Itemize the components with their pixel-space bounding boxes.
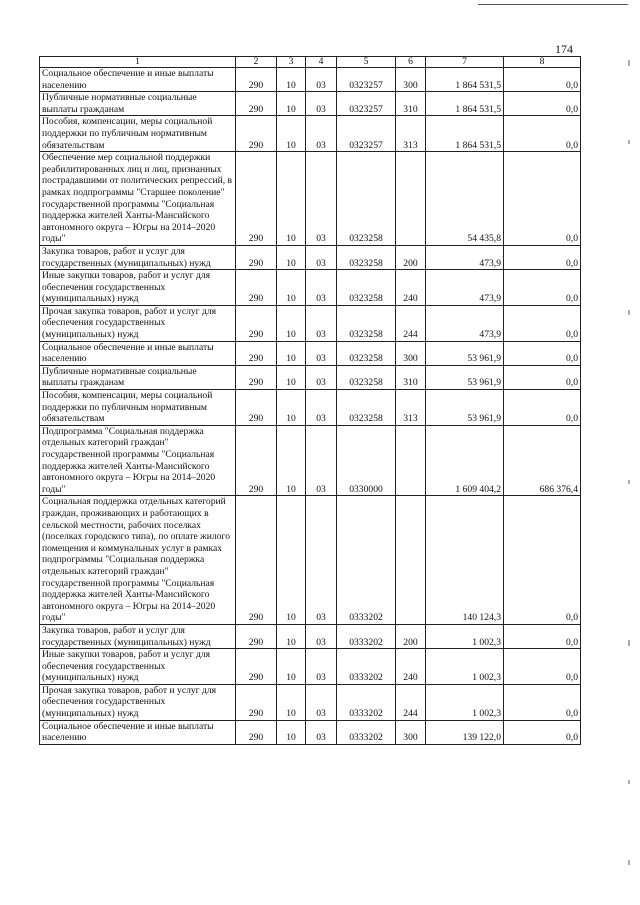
code-expense-type: 313 [396, 390, 426, 426]
table-row [40, 425, 581, 496]
code-ministry: 290 [236, 496, 277, 625]
amount-year-2: 686 376,4 [504, 425, 581, 496]
code-target-article: 0323257 [337, 116, 396, 152]
code-section: 10 [277, 245, 306, 269]
amount-year-2: 0,0 [504, 365, 581, 389]
code-expense-type: 310 [396, 92, 426, 116]
code-section: 10 [277, 649, 306, 685]
code-expense-type: 240 [396, 649, 426, 685]
code-subsection: 03 [306, 152, 337, 246]
code-section: 10 [277, 152, 306, 246]
table-row [40, 720, 581, 744]
column-header-4: 4 [306, 57, 337, 68]
row-description: Социальное обеспечение и иные выплаты населению [40, 341, 236, 365]
code-expense-type [396, 496, 426, 625]
row-description: Закупка товаров, работ и услуг для государственных (муниципальных) нужд [40, 624, 236, 648]
code-expense-type: 313 [396, 116, 426, 152]
amount-year-2: 0,0 [504, 496, 581, 625]
code-subsection: 03 [306, 684, 337, 720]
row-description: Прочая закупка товаров, работ и услуг для обеспечения государственных (муниципальных) нужд [40, 684, 236, 720]
table-row [40, 152, 581, 246]
amount-year-2: 0,0 [504, 649, 581, 685]
code-expense-type: 244 [396, 684, 426, 720]
table-row [40, 68, 581, 92]
code-subsection: 03 [306, 341, 337, 365]
code-ministry: 290 [236, 425, 277, 496]
amount-year-1: 1 864 531,5 [426, 92, 504, 116]
code-target-article: 0323258 [337, 390, 396, 426]
column-header-1: 1 [40, 57, 236, 68]
code-expense-type [396, 152, 426, 246]
table-header-row [40, 57, 581, 68]
amount-year-2: 0,0 [504, 305, 581, 341]
code-ministry: 290 [236, 624, 277, 648]
code-subsection: 03 [306, 649, 337, 685]
code-subsection: 03 [306, 496, 337, 625]
code-ministry: 290 [236, 68, 277, 92]
amount-year-2: 0,0 [504, 684, 581, 720]
code-expense-type: 300 [396, 341, 426, 365]
code-ministry: 290 [236, 684, 277, 720]
amount-year-2: 0,0 [504, 245, 581, 269]
amount-year-1: 1 002,3 [426, 684, 504, 720]
row-description: Пособия, компенсации, меры социальной поддержки по публичным нормативным обязательствам [40, 116, 236, 152]
code-subsection: 03 [306, 92, 337, 116]
row-description: Прочая закупка товаров, работ и услуг для обеспечения государственных (муниципальных) нужд [40, 305, 236, 341]
column-header-7: 7 [426, 57, 504, 68]
column-header-6: 6 [396, 57, 426, 68]
code-ministry: 290 [236, 92, 277, 116]
code-subsection: 03 [306, 425, 337, 496]
row-description: Социальное обеспечение и иные выплаты населению [40, 68, 236, 92]
table-row [40, 365, 581, 389]
row-description: Обеспечение мер социальной поддержки реабилитированных лиц и лиц, признанных пострадавшими от политических репрессий, в рамках подпрограммы "Старшее поколение" государственной программы "Социальная поддержка жителей Ханты-Мансийского автономного округа – Югры на 2014–2020 годы" [40, 152, 236, 246]
code-target-article: 0330000 [337, 425, 396, 496]
code-section: 10 [277, 390, 306, 426]
table-row [40, 116, 581, 152]
code-target-article: 0323258 [337, 365, 396, 389]
code-ministry: 290 [236, 720, 277, 744]
code-expense-type: 300 [396, 68, 426, 92]
amount-year-1: 1 864 531,5 [426, 116, 504, 152]
code-section: 10 [277, 68, 306, 92]
column-header-2: 2 [236, 57, 277, 68]
row-description: Подпрограмма "Социальная поддержка отдельных категорий граждан" государственной программы "Социальная поддержка жителей Ханты-Мансийского автономного округа – Югры на 2014–2020 годы" [40, 425, 236, 496]
code-ministry: 290 [236, 270, 277, 306]
table-row [40, 92, 581, 116]
code-target-article: 0323258 [337, 270, 396, 306]
row-description: Социальная поддержка отдельных категорий граждан, проживающих и работающих в сельской местности, рабочих поселках (поселках городского типа), по оплате жилого помещения и коммунальных услуг в рамках подпрограммы "Социальная поддержка отдельных категорий граждан" государственной программы "Социальная поддержка жителей Ханты-Мансийского автономного округа – Югры на 2014–2020 годы" [40, 496, 236, 625]
code-ministry: 290 [236, 649, 277, 685]
code-section: 10 [277, 365, 306, 389]
code-target-article: 0323257 [337, 68, 396, 92]
code-target-article: 0333202 [337, 624, 396, 648]
amount-year-1: 53 961,9 [426, 365, 504, 389]
code-section: 10 [277, 116, 306, 152]
amount-year-1: 473,9 [426, 270, 504, 306]
code-ministry: 290 [236, 305, 277, 341]
code-subsection: 03 [306, 270, 337, 306]
table-row [40, 684, 581, 720]
table-row [40, 649, 581, 685]
row-description: Публичные нормативные социальные выплаты гражданам [40, 365, 236, 389]
amount-year-1: 1 002,3 [426, 649, 504, 685]
code-subsection: 03 [306, 720, 337, 744]
code-ministry: 290 [236, 152, 277, 246]
code-ministry: 290 [236, 245, 277, 269]
code-target-article: 0333202 [337, 720, 396, 744]
amount-year-1: 140 124,3 [426, 496, 504, 625]
amount-year-2: 0,0 [504, 624, 581, 648]
code-section: 10 [277, 305, 306, 341]
code-section: 10 [277, 270, 306, 306]
code-ministry: 290 [236, 116, 277, 152]
table-row [40, 341, 581, 365]
row-description: Иные закупки товаров, работ и услуг для обеспечения государственных (муниципальных) нужд [40, 270, 236, 306]
code-target-article: 0333202 [337, 649, 396, 685]
amount-year-2: 0,0 [504, 720, 581, 744]
table-row [40, 305, 581, 341]
amount-year-2: 0,0 [504, 390, 581, 426]
code-section: 10 [277, 92, 306, 116]
amount-year-2: 0,0 [504, 92, 581, 116]
amount-year-1: 473,9 [426, 305, 504, 341]
table-row [40, 270, 581, 306]
budget-table [39, 56, 581, 745]
top-rule [478, 4, 628, 5]
code-expense-type: 300 [396, 720, 426, 744]
code-target-article: 0323258 [337, 152, 396, 246]
code-subsection: 03 [306, 245, 337, 269]
code-expense-type: 244 [396, 305, 426, 341]
column-header-8: 8 [504, 57, 581, 68]
row-description: Пособия, компенсации, меры социальной поддержки по публичным нормативным обязательствам [40, 390, 236, 426]
code-ministry: 290 [236, 365, 277, 389]
code-section: 10 [277, 425, 306, 496]
code-target-article: 0323257 [337, 92, 396, 116]
code-expense-type [396, 425, 426, 496]
code-section: 10 [277, 684, 306, 720]
amount-year-1: 139 122,0 [426, 720, 504, 744]
code-section: 10 [277, 720, 306, 744]
code-target-article: 0323258 [337, 245, 396, 269]
table-row [40, 390, 581, 426]
code-expense-type: 240 [396, 270, 426, 306]
code-subsection: 03 [306, 624, 337, 648]
amount-year-1: 54 435,8 [426, 152, 504, 246]
table-row [40, 496, 581, 625]
row-description: Иные закупки товаров, работ и услуг для обеспечения государственных (муниципальных) нужд [40, 649, 236, 685]
scan-edge-marks [628, 0, 632, 905]
amount-year-2: 0,0 [504, 341, 581, 365]
code-subsection: 03 [306, 365, 337, 389]
code-section: 10 [277, 341, 306, 365]
amount-year-2: 0,0 [504, 68, 581, 92]
code-section: 10 [277, 496, 306, 625]
code-subsection: 03 [306, 305, 337, 341]
code-target-article: 0323258 [337, 305, 396, 341]
amount-year-1: 1 864 531,5 [426, 68, 504, 92]
amount-year-2: 0,0 [504, 116, 581, 152]
amount-year-2: 0,0 [504, 270, 581, 306]
code-section: 10 [277, 624, 306, 648]
amount-year-1: 1 609 404,2 [426, 425, 504, 496]
code-subsection: 03 [306, 390, 337, 426]
row-description: Закупка товаров, работ и услуг для государственных (муниципальных) нужд [40, 245, 236, 269]
column-header-5: 5 [337, 57, 396, 68]
amount-year-1: 53 961,9 [426, 341, 504, 365]
row-description: Социальное обеспечение и иные выплаты населению [40, 720, 236, 744]
table-row [40, 624, 581, 648]
code-expense-type: 200 [396, 245, 426, 269]
code-expense-type: 200 [396, 624, 426, 648]
code-subsection: 03 [306, 116, 337, 152]
amount-year-2: 0,0 [504, 152, 581, 246]
amount-year-1: 473,9 [426, 245, 504, 269]
table-row [40, 245, 581, 269]
row-description: Публичные нормативные социальные выплаты гражданам [40, 92, 236, 116]
code-target-article: 0333202 [337, 496, 396, 625]
code-target-article: 0333202 [337, 684, 396, 720]
amount-year-1: 1 002,3 [426, 624, 504, 648]
code-ministry: 290 [236, 341, 277, 365]
amount-year-1: 53 961,9 [426, 390, 504, 426]
code-subsection: 03 [306, 68, 337, 92]
code-expense-type: 310 [396, 365, 426, 389]
code-target-article: 0323258 [337, 341, 396, 365]
code-ministry: 290 [236, 390, 277, 426]
table-body [40, 68, 581, 745]
column-header-3: 3 [277, 57, 306, 68]
page-number: 174 [555, 42, 573, 56]
